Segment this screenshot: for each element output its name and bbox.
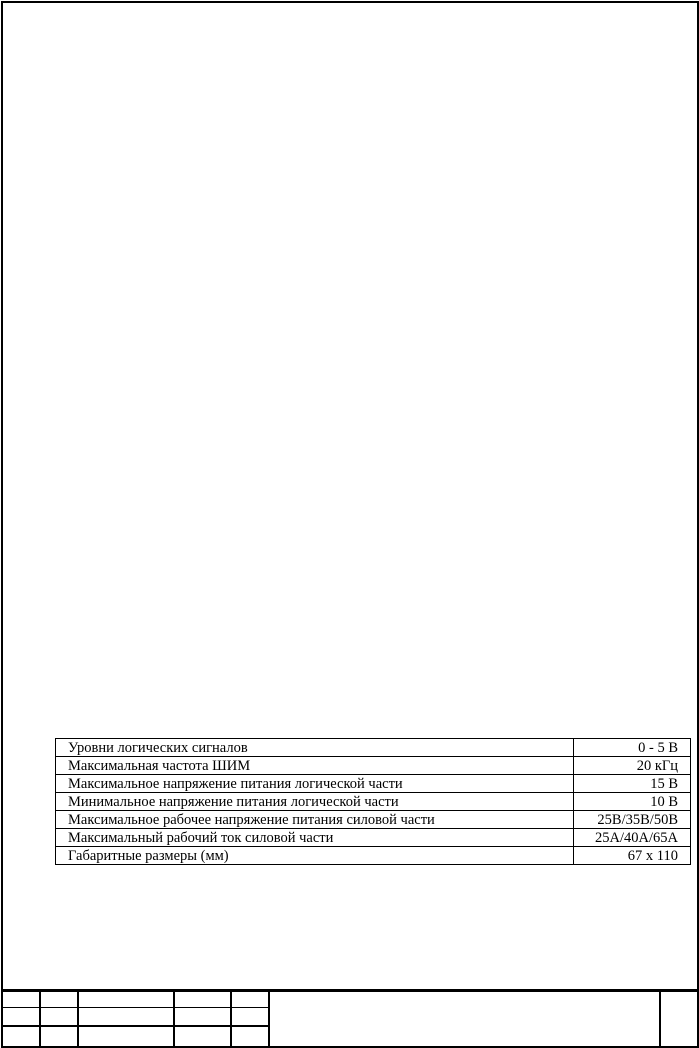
title-block-top-border: [1, 989, 699, 992]
spec-parameter: Максимальная частота ШИМ: [56, 757, 574, 775]
table-row: [56, 739, 691, 757]
spec-value: 25В/35В/50В: [574, 811, 691, 829]
title-block-divider: [659, 989, 661, 1047]
spec-value: 10 В: [574, 793, 691, 811]
spec-parameter: Максимальное напряжение питания логической части: [56, 775, 574, 793]
table-row: [56, 829, 691, 847]
table-row: [56, 847, 691, 865]
spec-parameter: Максимальное рабочее напряжение питания силовой части: [56, 811, 574, 829]
sheet-frame: [1, 1, 699, 1048]
title-block-row-line: [1, 1025, 269, 1027]
title-block-divider: [39, 989, 41, 1047]
spec-parameter: Уровни логических сигналов: [56, 739, 574, 757]
title-block-divider: [173, 989, 175, 1047]
table-row: [56, 793, 691, 811]
table-row: [56, 775, 691, 793]
spec-parameter: Габаритные размеры (мм): [56, 847, 574, 865]
title-block-divider: [230, 989, 232, 1047]
spec-parameter: Минимальное напряжение питания логической части: [56, 793, 574, 811]
title-block: [1, 989, 699, 1047]
title-block-divider: [77, 989, 79, 1047]
table-row: [56, 811, 691, 829]
title-block-row-line: [1, 1007, 269, 1008]
spec-value: 20 кГц: [574, 757, 691, 775]
spec-value: 15 В: [574, 775, 691, 793]
spec-value: 0 - 5 В: [574, 739, 691, 757]
specifications-table: [55, 738, 691, 865]
spec-parameter: Максимальный рабочий ток силовой части: [56, 829, 574, 847]
table-row: [56, 757, 691, 775]
spec-value: 25А/40А/65А: [574, 829, 691, 847]
title-block-divider: [268, 989, 270, 1047]
spec-value: 67 х 110: [574, 847, 691, 865]
